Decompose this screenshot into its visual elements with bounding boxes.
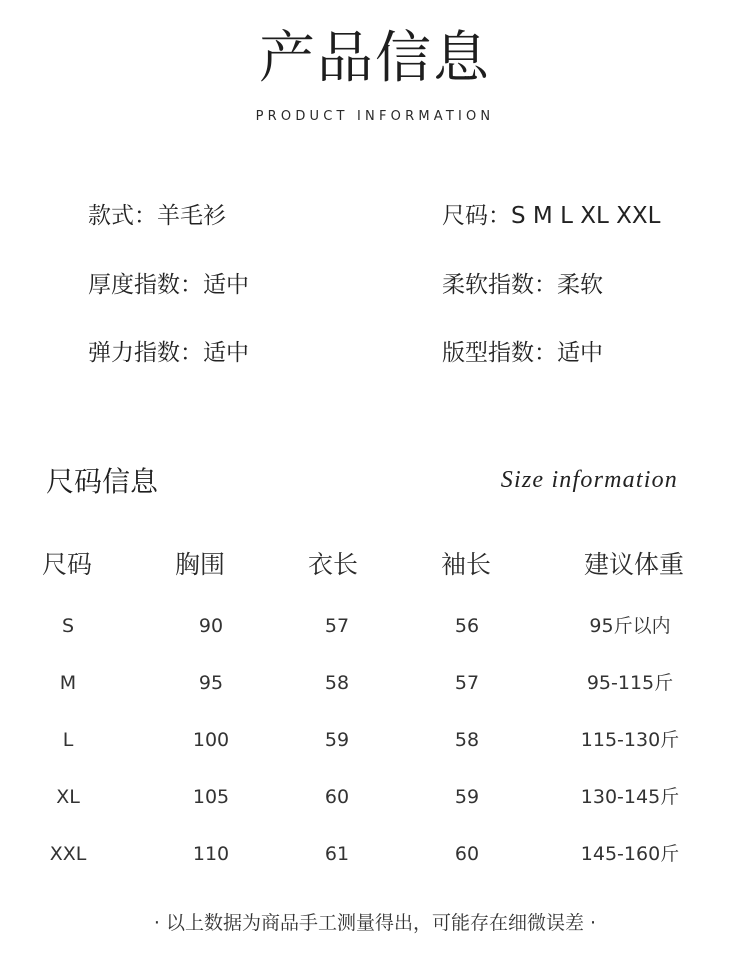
attr-value: 适中: [203, 340, 249, 366]
page-subtitle: PRODUCT INFORMATION: [255, 109, 495, 124]
attr-softness: [442, 270, 603, 300]
table-cell: 60: [454, 843, 480, 865]
table-cell: 61: [324, 843, 350, 865]
table-cell: S: [61, 615, 75, 637]
table-cell: 130-145斤: [580, 786, 680, 808]
table-cell: 110: [192, 843, 230, 865]
table-cell: XXL: [49, 843, 87, 865]
attr-value: 羊毛衫: [157, 203, 226, 229]
attr-label: 厚度指数：: [88, 272, 203, 298]
table-cell: 100: [192, 729, 230, 751]
attr-thickness: [88, 270, 249, 300]
attr-label: 款式：: [88, 203, 157, 229]
table-cell: XL: [56, 786, 80, 808]
size-section-heading: 尺码信息: [46, 465, 159, 498]
footnote: · 以上数据为商品手工测量得出，可能存在细微误差 ·: [153, 912, 597, 934]
table-cell: 95: [198, 672, 224, 694]
table-cell: 59: [454, 786, 480, 808]
table-cell: 57: [454, 672, 480, 694]
table-cell: 95斤以内: [589, 615, 671, 637]
attr-label: 柔软指数：: [442, 272, 557, 298]
attr-elasticity: [88, 338, 249, 368]
table-header: 建议体重: [584, 550, 685, 579]
attr-label: 尺码：: [442, 203, 511, 229]
table-cell: 90: [198, 615, 224, 637]
table-cell: 59: [324, 729, 350, 751]
attr-label: 版型指数：: [442, 340, 557, 366]
table-cell: 115-130斤: [580, 729, 680, 751]
table-cell: 95-115斤: [586, 672, 674, 694]
attr-label: 弹力指数：: [88, 340, 203, 366]
attr-sizes: [442, 201, 660, 231]
table-header: 袖长: [441, 550, 492, 579]
table-cell: 105: [192, 786, 230, 808]
attr-fit: [442, 338, 603, 368]
table-cell: 60: [324, 786, 350, 808]
size-section-heading-en: Size information: [500, 467, 678, 493]
table-cell: 58: [454, 729, 480, 751]
attr-value: S M L XL XXL: [511, 203, 661, 229]
table-cell: M: [59, 672, 77, 694]
table-cell: 58: [324, 672, 350, 694]
table-cell: L: [62, 729, 74, 751]
attr-value: 适中: [203, 272, 249, 298]
table-header: 尺码: [42, 550, 93, 579]
attr-value: 适中: [557, 340, 603, 366]
table-cell: 145-160斤: [580, 843, 680, 865]
attr-style: [88, 201, 226, 231]
table-cell: 56: [454, 615, 480, 637]
table-header: 胸围: [175, 550, 226, 579]
table-header: 衣长: [308, 550, 359, 579]
page-title: 产品信息: [259, 26, 491, 91]
attr-value: 柔软: [557, 272, 603, 298]
table-cell: 57: [324, 615, 350, 637]
